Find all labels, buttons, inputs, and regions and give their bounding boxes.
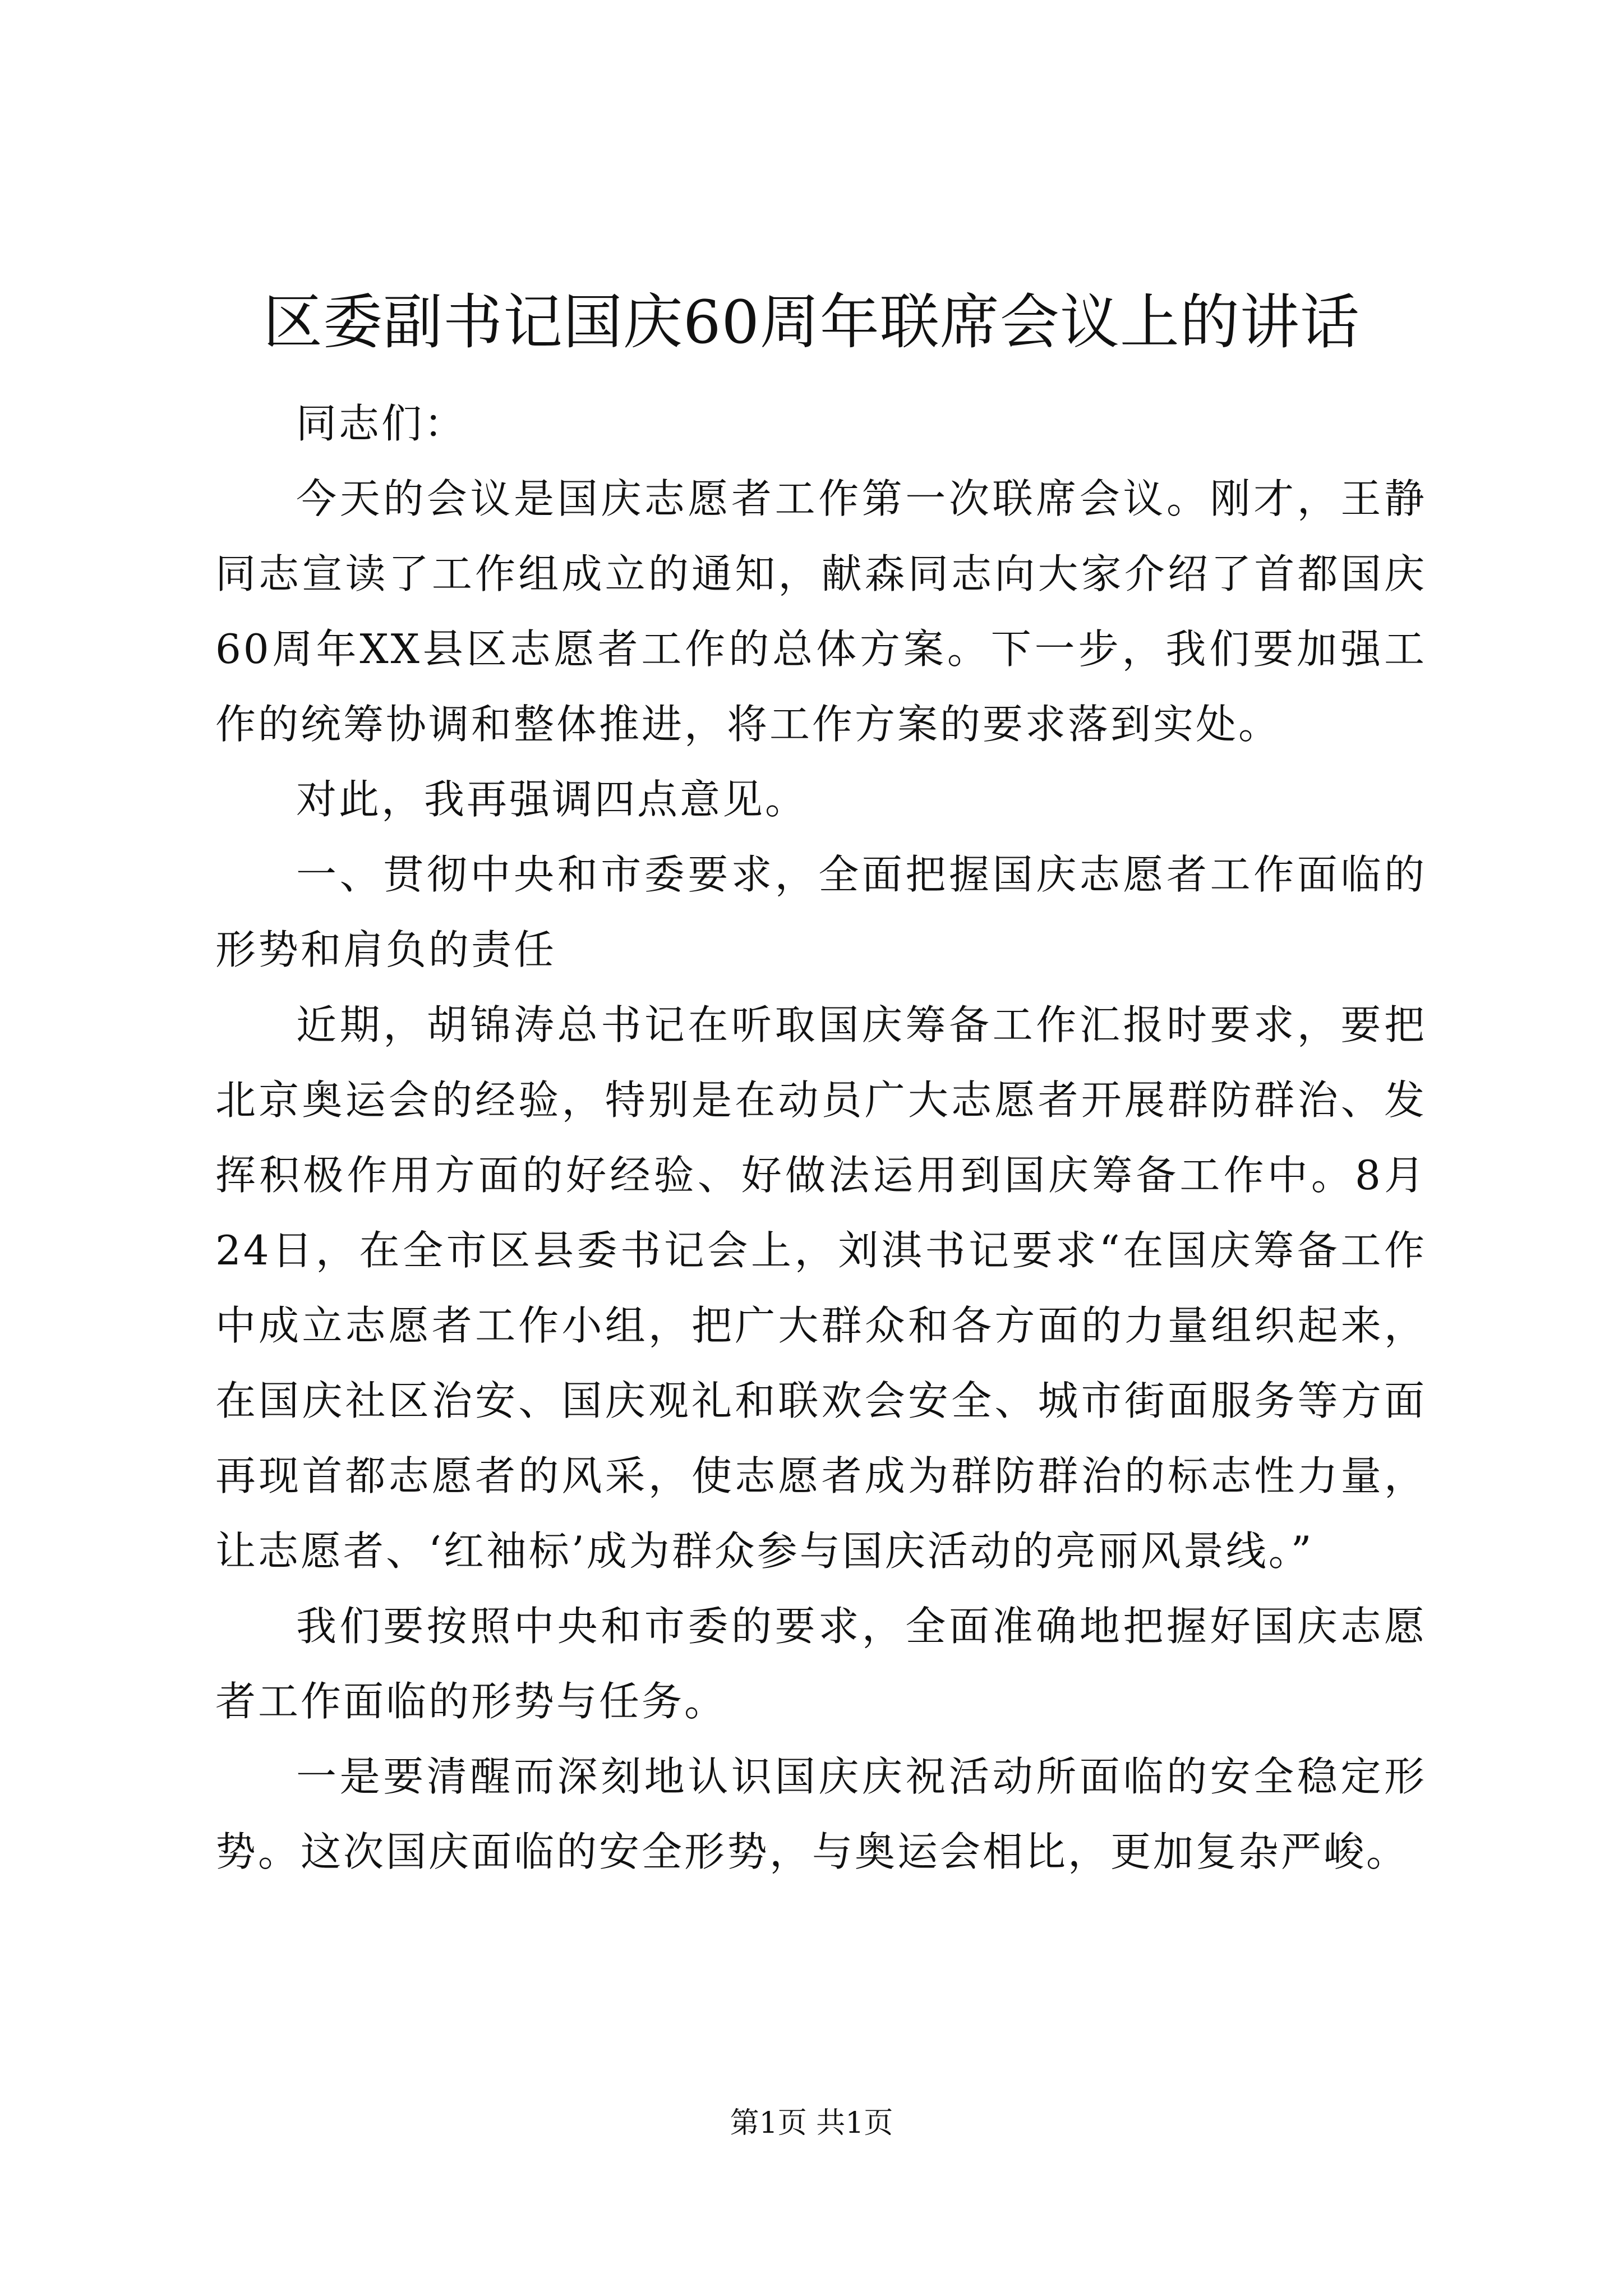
paragraph-grasp-situation: 我们要按照中央和市委的要求，全面准确地把握好国庆志愿者工作面临的形势与任务。: [215, 1603, 1427, 1725]
page-footer: 第1页 共1页: [730, 2106, 893, 2140]
paragraph-requirements: 近期，胡锦涛总书记在听取国庆筹备工作汇报时要求，要把北京奥运会的经验，特别是在动员广大志愿者开展群防群治、发挥积极作用方面的好经验、好做法运用到国庆筹备工作中。8月24日，在全市区县委书记会上，刘淇书记要求“在国庆筹备工作中成立志愿者工作小组，把广大群众和各方面的力量组织起来，在国庆社区治安、国庆观礼和联欢会安全、城市街面服务等方面再现首都志愿者的风采，使志愿者成为群防群治的标志性力量，让志愿者、‘红袖标’成为群众参与国庆活动的亮丽风景线。”: [215, 1001, 1427, 1575]
section-heading-one: 一、贯彻中央和市委要求，全面把握国庆志愿者工作面临的形势和肩负的责任: [215, 851, 1427, 973]
paragraph-four-points: 对此，我再强调四点意见。: [296, 776, 808, 823]
paragraph-meeting-intro: 今天的会议是国庆志愿者工作第一次联席会议。刚才，王静同志宣读了工作组成立的通知，献森同志向大家介绍了首都国庆60周年XX县区志愿者工作的总体方案。下一步，我们要加强工作的统筹协调和整体推进，将工作方案的要求落到实处。: [215, 475, 1427, 748]
document-body: [215, 386, 1427, 1889]
paragraph-point-one: 一是要清醒而深刻地认识国庆庆祝活动所面临的安全稳定形势。这次国庆面临的安全形势，与奥运会相比，更加复杂严峻。: [215, 1753, 1427, 1875]
document-title: 区委副书记国庆60周年联席会议上的讲话: [263, 288, 1360, 357]
paragraph-salutation: 同志们：: [296, 400, 467, 447]
